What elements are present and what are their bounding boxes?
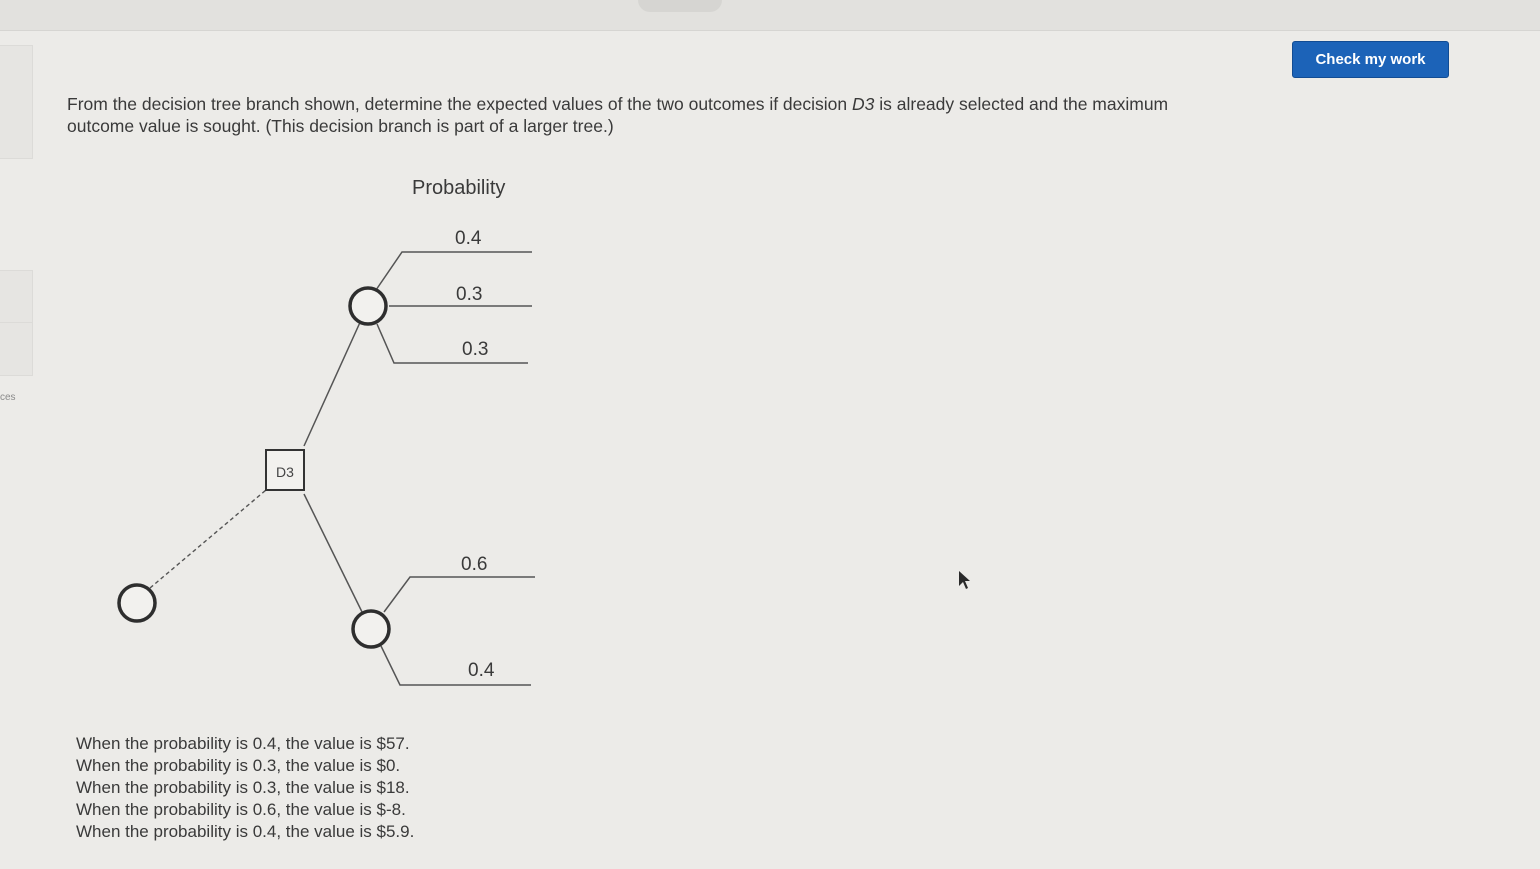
branch-lower xyxy=(304,494,364,616)
branch-upper xyxy=(304,318,362,446)
values-list xyxy=(76,733,414,843)
root-chance-node xyxy=(119,585,155,621)
rail-label: ces xyxy=(0,392,16,403)
upper-prob-1: 0.4 xyxy=(455,228,482,249)
upper-chance-node xyxy=(350,288,386,324)
upper-prob-3: 0.3 xyxy=(462,339,489,360)
lower-prob-2: 0.4 xyxy=(468,660,495,681)
upper-prob-2: 0.3 xyxy=(456,284,483,305)
lower-prob-1: 0.6 xyxy=(461,554,488,575)
question-part-2: is already selected and the maximum outcome value is sought. (This decision branch is part of a larger tree.) xyxy=(67,94,1169,136)
value-line-4: When the probability is 0.6, the value is $-8. xyxy=(76,800,406,819)
decision-name: D3 xyxy=(852,94,875,114)
value-line-5: When the probability is 0.4, the value is $5.9. xyxy=(76,822,415,841)
dashed-link xyxy=(150,490,266,588)
lower-outcome-1-line xyxy=(384,577,535,612)
question-part-1: From the decision tree branch shown, determine the expected values of the two outcomes if decision xyxy=(67,94,853,114)
check-my-work-button[interactable]: Check my work xyxy=(1292,41,1449,78)
mouse-cursor-icon xyxy=(958,570,974,592)
lower-outcome-2-line xyxy=(381,646,531,685)
probability-header: Probability xyxy=(412,177,506,199)
value-line-2: When the probability is 0.3, the value is $0. xyxy=(76,756,401,775)
decision-node-label: D3 xyxy=(276,464,294,480)
value-line-1: When the probability is 0.4, the value is $57. xyxy=(76,734,410,753)
value-line-3: When the probability is 0.3, the value is $18. xyxy=(76,778,410,797)
upper-outcome-1-line xyxy=(376,252,532,290)
upper-outcome-3-line xyxy=(377,324,528,363)
lower-chance-node xyxy=(353,611,389,647)
